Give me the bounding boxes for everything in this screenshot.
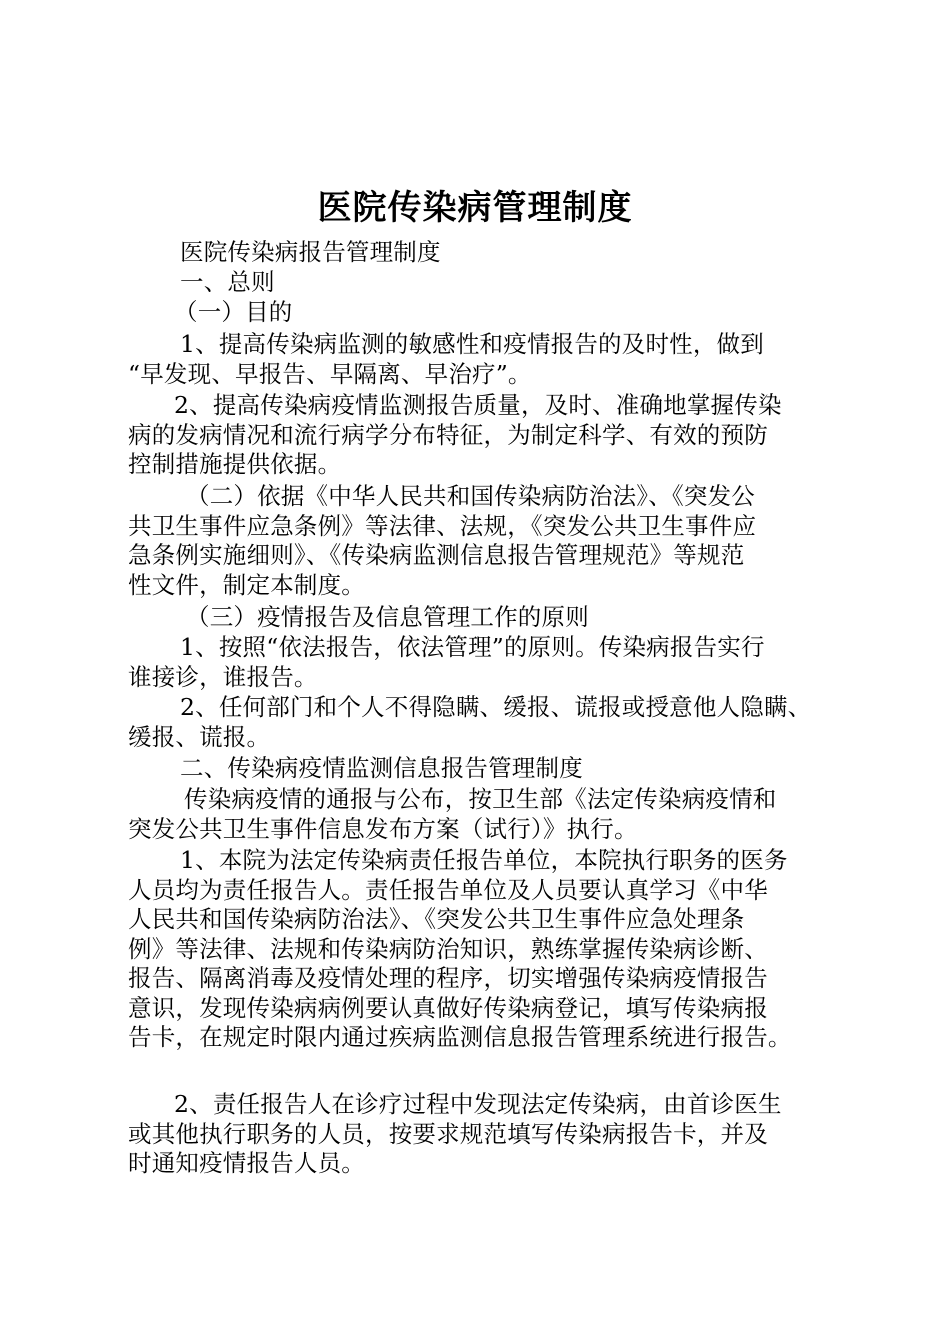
document-title: 医院传染病管理制度 [317, 188, 633, 228]
paragraph [128, 785, 833, 844]
text-line: 传染病疫情的通报与公布，按卫生部《法定传染病疫情和 [184, 785, 777, 813]
paragraph [128, 693, 833, 752]
text-line: 控制措施提供依据。 [128, 450, 342, 478]
text-line: （三）疫情报告及信息管理工作的原则 [186, 603, 589, 631]
paragraph-subheading [128, 603, 891, 633]
text-line: 或其他执行职务的人员，按要求规范填写传染病报告卡，并及 [128, 1119, 768, 1148]
paragraph [128, 633, 833, 692]
text-line: 病的发病情况和流行病学分布特征，为制定科学、有效的预防 [128, 420, 768, 449]
text-line: 告卡，在规定时限内通过疾病监测信息报告管理系统进行报告。 [128, 1023, 792, 1051]
text-line: 医院传染病报告管理制度 [180, 238, 441, 266]
text-line: 报告、隔离消毒及疫情处理的程序，切实增强传染病疫情报告 [128, 964, 768, 992]
paragraph [128, 391, 833, 480]
paragraph [128, 846, 833, 1053]
text-line: （一）目的 [174, 298, 293, 326]
text-line: 急条例实施细则》、《传染病监测信息报告管理规范》等规范 [128, 541, 745, 569]
text-line: 时通知疫情报告人员。 [128, 1149, 365, 1177]
text-line: 共卫生事件应急条例》等法律、法规，《突发公共卫生事件应 [128, 511, 757, 540]
text-line: 谁接诊，谁报告。 [128, 662, 318, 691]
text-line: 二、传染病疫情监测信息报告管理制度 [180, 754, 583, 782]
text-line: “早发现、早报告、早隔离、早治疗”。 [128, 359, 532, 388]
text-line: 人员均为责任报告人。责任报告单位及人员要认真学习《中华 [128, 875, 768, 904]
text-line: 性文件，制定本制度。 [128, 570, 365, 599]
text-line: 意识，发现传染病病例要认真做好传染病登记，填写传染病报 [128, 993, 768, 1022]
paragraph [128, 330, 833, 389]
text-line: 一、总则 [180, 268, 275, 296]
text-line: 突发公共卫生事件信息发布方案（试行）》执行。 [128, 814, 638, 843]
text-line: 缓报、谎报。 [128, 722, 271, 751]
text-line: 2、提高传染病疫情监测报告质量，及时、准确地掌握传染 [174, 391, 782, 419]
text-line: 人民共和国传染病防治法》、《突发公共卫生事件应急处理条 [128, 905, 745, 933]
paragraph-section-heading [128, 268, 885, 298]
paragraph [128, 1090, 833, 1179]
text-line: 1、本院为法定传染病责任报告单位，本院执行职务的医务 [180, 846, 788, 874]
text-line: 例》等法律、法规和传染病防治知识，熟练掌握传染病诊断、 [128, 934, 768, 963]
text-line: 1、提高传染病监测的敏感性和疫情报告的及时性，做到 [180, 330, 764, 358]
paragraph-section-heading [128, 754, 885, 784]
paragraph-subheading [128, 298, 879, 328]
text-line: 1、按照“依法报告，依法管理”的原则。传染病报告实行 [180, 633, 765, 661]
paragraph [128, 482, 833, 600]
text-line: 2、任何部门和个人不得隐瞒、缓报、谎报或授意他人隐瞒、 [180, 693, 812, 721]
text-line: 2、责任报告人在诊疗过程中发现法定传染病，由首诊医生 [174, 1090, 782, 1118]
text-line: （二）依据《中华人民共和国传染病防治法》、《突发公 [186, 482, 755, 510]
paragraph-subtitle [128, 238, 885, 268]
